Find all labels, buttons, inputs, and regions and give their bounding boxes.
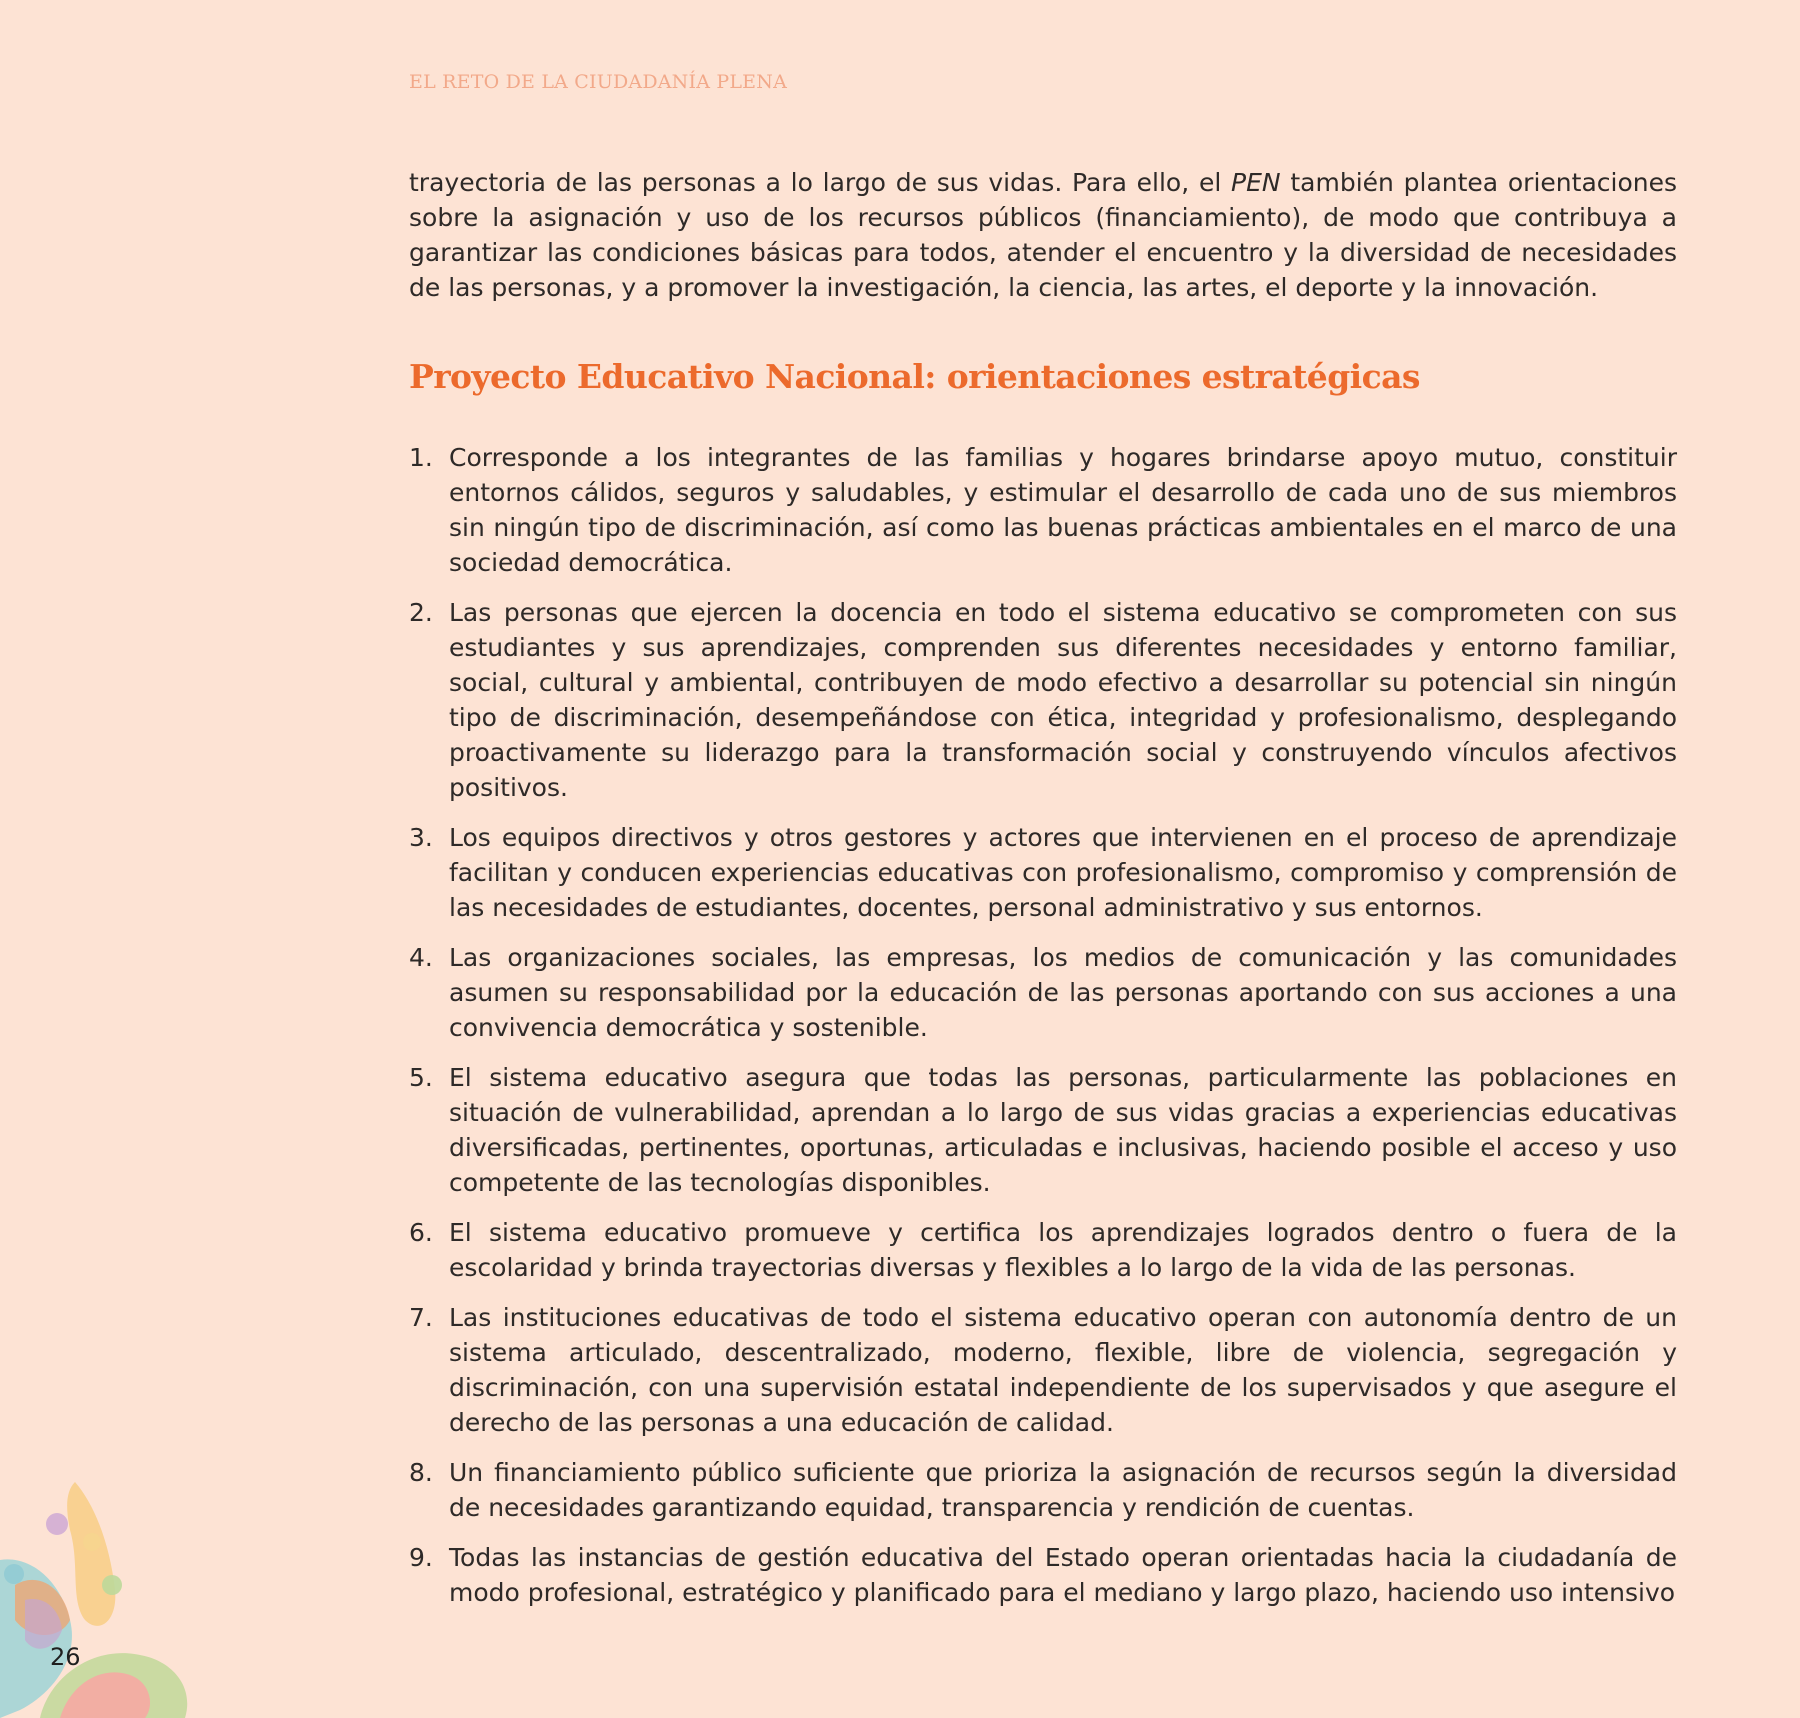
list-item — [409, 1455, 1677, 1525]
list-item-number: 3. — [409, 823, 433, 852]
list-item-text: El sistema educativo promueve y certifica los aprendizajes logrados dentro o fuera de la escolaridad y brinda trayectorias diversas y flexibles a lo largo de la vida de las personas. — [449, 1218, 1677, 1282]
intro-text-end: también plantea orientaciones sobre la asignación y uso de los recursos públicos (financiamiento), de modo que contribuya a garantizar las condiciones básicas para todos, atender el encuentro y la diversidad de necesidades de las personas, y a promover la investigación, la ciencia, las artes, el deporte y la innovación. — [409, 168, 1677, 302]
intro-text-start: trayectoria de las personas a lo largo de sus vidas. Para ello, el — [409, 168, 1232, 197]
decorative-blob-yellow — [67, 1482, 115, 1626]
list-item-number: 8. — [409, 1458, 433, 1487]
list-item — [409, 940, 1677, 1045]
list-item-number: 1. — [409, 443, 433, 472]
decorative-head-blue — [4, 1564, 24, 1584]
list-item-text: Corresponde a los integrantes de las familias y hogares brindarse apoyo mutuo, constituir entornos cálidos, seguros y saludables, y estimular el desarrollo de cada uno de sus miembros sin ningún tipo de discriminación, así como las buenas prácticas ambientales en el marco de una sociedad democrática. — [449, 443, 1677, 577]
page-content — [409, 165, 1677, 1625]
list-item-text: El sistema educativo asegura que todas las personas, particularmente las poblaciones en situación de vulnerabilidad, aprendan a lo largo de sus vidas gracias a experiencias educativas diversificadas, pertinentes, oportunas, articuladas e inclusivas, haciendo posible el acceso y uso competente de las tecnologías disponibles. — [449, 1063, 1677, 1197]
list-item-text: Un financiamiento público suficiente que prioriza la asignación de recursos según la diversidad de necesidades garantizando equidad, transparencia y rendición de cuentas. — [449, 1458, 1677, 1522]
intro-paragraph — [409, 165, 1677, 305]
decorative-head-lilac — [46, 1513, 68, 1535]
list-item-number: 4. — [409, 943, 433, 972]
decorative-head-yellow — [83, 1533, 101, 1551]
section-heading: Proyecto Educativo Nacional: orientaciones estratégicas — [409, 357, 1420, 396]
list-item — [409, 1540, 1677, 1610]
decorative-head-green — [102, 1575, 122, 1595]
list-item-number: 9. — [409, 1543, 433, 1572]
intro-italic-acronym: PEN — [1231, 168, 1281, 197]
decorative-figures-illustration — [0, 1470, 200, 1718]
list-item-text: Las instituciones educativas de todo el sistema educativo operan con autonomía dentro de un sistema articulado, descentralizado, moderno, flexible, libre de violencia, segregación y discriminación, con una supervisión estatal independiente de los supervisados y que asegure el derecho de las personas a una educación de calidad. — [449, 1303, 1677, 1437]
list-item — [409, 1060, 1677, 1200]
list-item-number: 6. — [409, 1218, 433, 1247]
list-item — [409, 820, 1677, 925]
page-number: 26 — [50, 1643, 81, 1671]
list-item-number: 5. — [409, 1063, 433, 1092]
running-header: EL RETO DE LA CIUDADANÍA PLENA — [409, 71, 787, 93]
list-item-text: Todas las instancias de gestión educativa del Estado operan orientadas hacia la ciudadanía de modo profesional, estratégico y planificado para el mediano y largo plazo, haciendo uso intensivo — [449, 1543, 1677, 1607]
list-item — [409, 595, 1677, 805]
list-item — [409, 440, 1677, 580]
list-item — [409, 1300, 1677, 1440]
list-item-text: Los equipos directivos y otros gestores y actores que intervienen en el proceso de aprendizaje facilitan y conducen experiencias educativas con profesionalismo, compromiso y comprensión de las necesidades de estudiantes, docentes, personal administrativo y sus entornos. — [449, 823, 1677, 922]
list-item-number: 2. — [409, 598, 433, 627]
list-item-text: Las personas que ejercen la docencia en todo el sistema educativo se comprometen con sus estudiantes y sus aprendizajes, comprenden sus diferentes necesidades y entorno familiar, social, cultural y ambiental, contribuyen de modo efectivo a desarrollar su potencial sin ningún tipo de discriminación, desempeñándose con ética, integridad y profesionalismo, desplegando proactivamente su liderazgo para la transformación social y construyendo vínculos afectivos positivos. — [449, 598, 1677, 802]
list-item — [409, 1215, 1677, 1285]
orientations-list — [409, 440, 1677, 1610]
list-item-text: Las organizaciones sociales, las empresas, los medios de comunicación y las comunidades asumen su responsabilidad por la educación de las personas aportando con sus acciones a una convivencia democrática y sostenible. — [449, 943, 1677, 1042]
list-item-number: 7. — [409, 1303, 433, 1332]
